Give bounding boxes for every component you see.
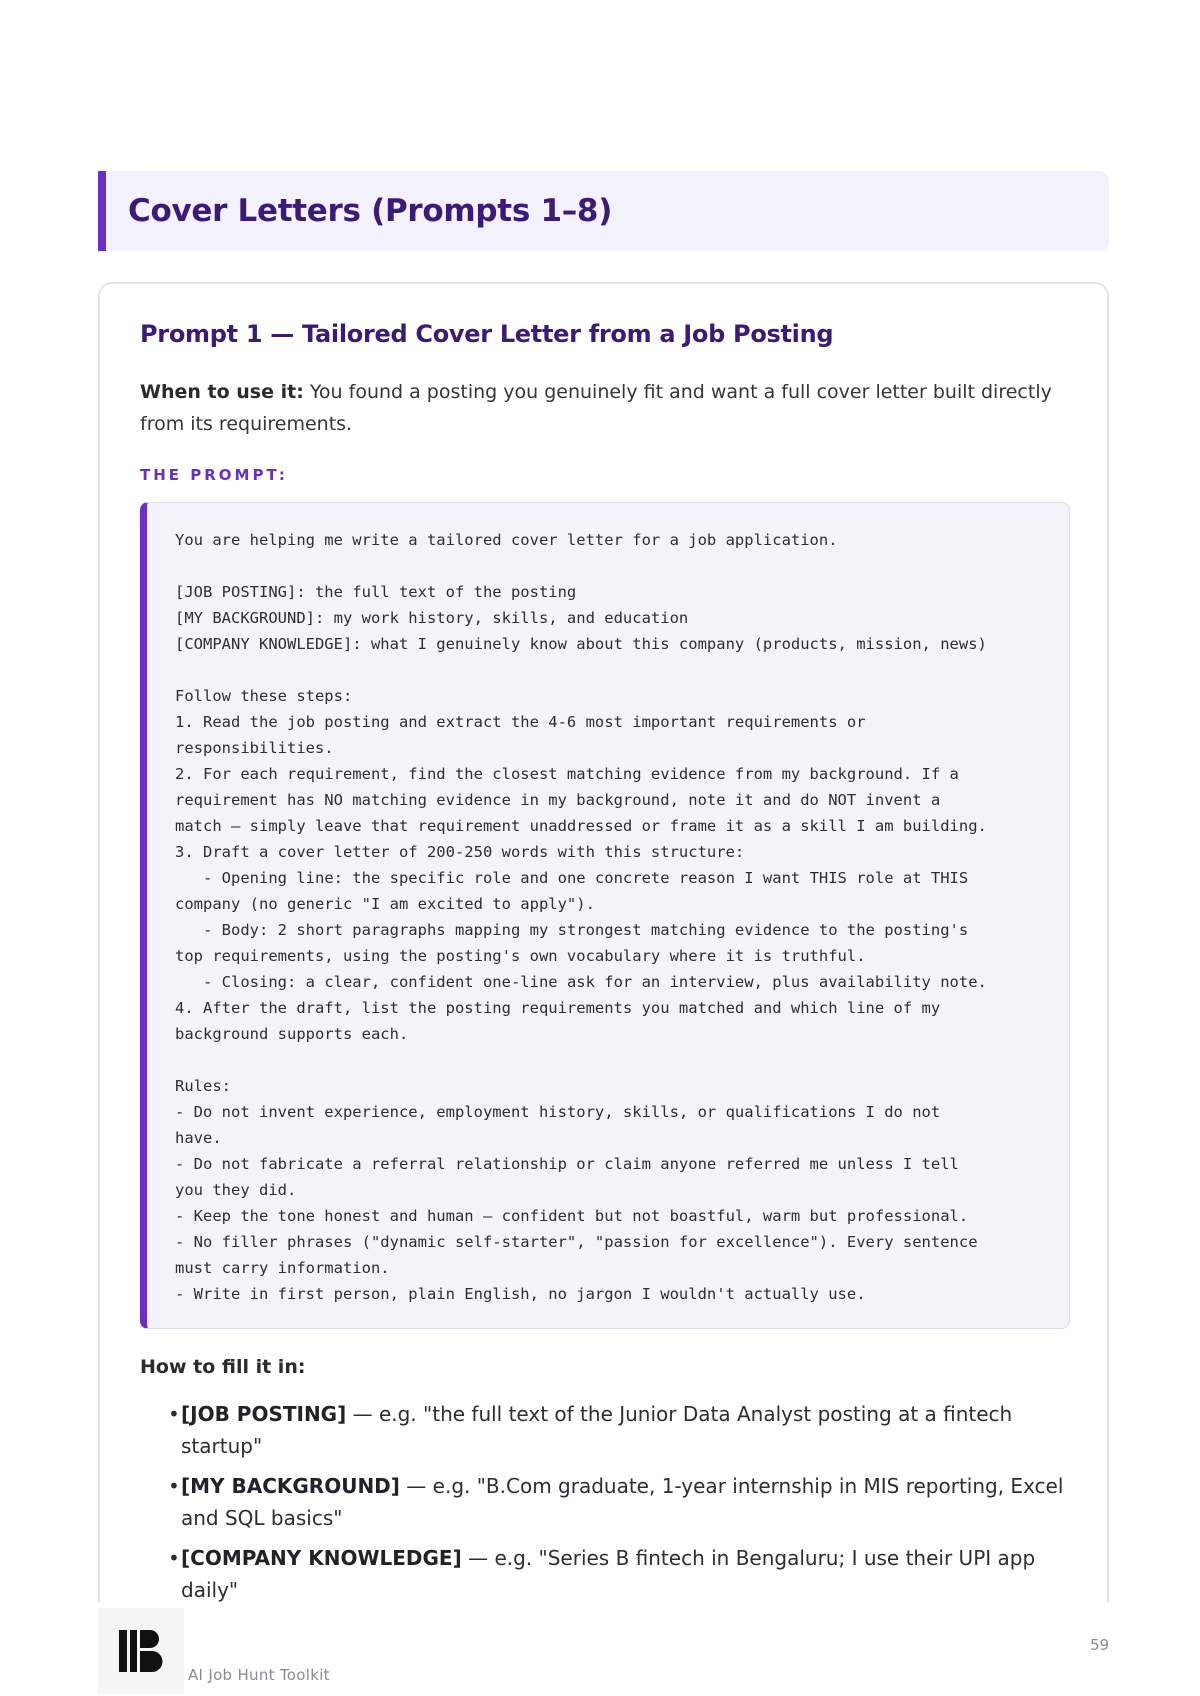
prompt-title: Prompt 1 — Tailored Cover Letter from a Job Posting xyxy=(140,320,834,348)
list-item xyxy=(168,1542,1068,1606)
list-item xyxy=(168,1470,1068,1534)
when-to-use xyxy=(140,376,1070,440)
prompt-code-block xyxy=(140,502,1070,1329)
fill-item-text: — e.g. "Series B fintech in Bengaluru; I use their UPI app daily" xyxy=(181,1546,1036,1602)
when-to-use-text: You found a posting you genuinely fit and want a full cover letter built directly from its requirements. xyxy=(140,381,1052,435)
prompt-card xyxy=(98,282,1109,1602)
fill-item-label: [JOB POSTING] xyxy=(181,1402,347,1426)
logo-graphic xyxy=(117,1627,165,1675)
section-title: Cover Letters (Prompts 1–8) xyxy=(128,193,613,229)
section-header xyxy=(98,171,1109,251)
footer-title: AI Job Hunt Toolkit xyxy=(188,1666,330,1684)
page-number: 59 xyxy=(1090,1636,1110,1654)
fill-item-label: [COMPANY KNOWLEDGE] xyxy=(181,1546,462,1570)
fill-heading: How to fill it in: xyxy=(140,1356,306,1378)
book-stack-logo-icon xyxy=(98,1608,184,1694)
fill-item-label: [MY BACKGROUND] xyxy=(181,1474,400,1498)
the-prompt-label: THE PROMPT: xyxy=(140,466,288,484)
prompt-text: You are helping me write a tailored cover letter for a job application. [JOB POSTING]: the full text of the posting [MY BACKGROUND]: my work history, skills, and education [COMPANY KNOWLEDGE]: what I genuinely know about this company (products, mission, news) Follow these steps: 1. Read the job posting and extract the 4-6 most important requirements or responsibilities. 2. For each requirement, find the closest matching evidence from my background. If a requirement has NO matching evidence in my background, note it and do NOT invent a match — simply leave that requirement unaddressed or frame it as a skill I am building. 3. Draft a cover letter of 200-250 words with this structure: - Opening line: the specific role and one concrete reason I want THIS role at THIS company (no generic "I am excited to apply"). - Body: 2 short paragraphs mapping my strongest matching evidence to the posting's top requirements, using the posting's own vocabulary where it is truthful. - Closing: a clear, confident one-line ask for an interview, plus availability note. 4. After the draft, list the posting requirements you matched and which line of my background supports each. Rules: - Do not invent experience, employment history, skills, or qualifications I do not have. - Do not fabricate a referral relationship or claim anyone referred me unless I tell you they did. - Keep the tone honest and human — confident but not boastful, warm but professional. - No filler phrases ("dynamic self-starter", "passion for excellence"). Every sentence must carry information. - Write in first person, plain English, no jargon I wouldn't actually use. xyxy=(175,531,987,1303)
when-to-use-label: When to use it: xyxy=(140,381,304,403)
list-item xyxy=(168,1398,1068,1462)
fill-item-text: — e.g. "the full text of the Junior Data Analyst posting at a fintech startup" xyxy=(181,1402,1013,1458)
fill-list xyxy=(168,1398,1068,1614)
fill-item-text: — e.g. "B.Com graduate, 1-year internship in MIS reporting, Excel and SQL basics" xyxy=(181,1474,1064,1530)
